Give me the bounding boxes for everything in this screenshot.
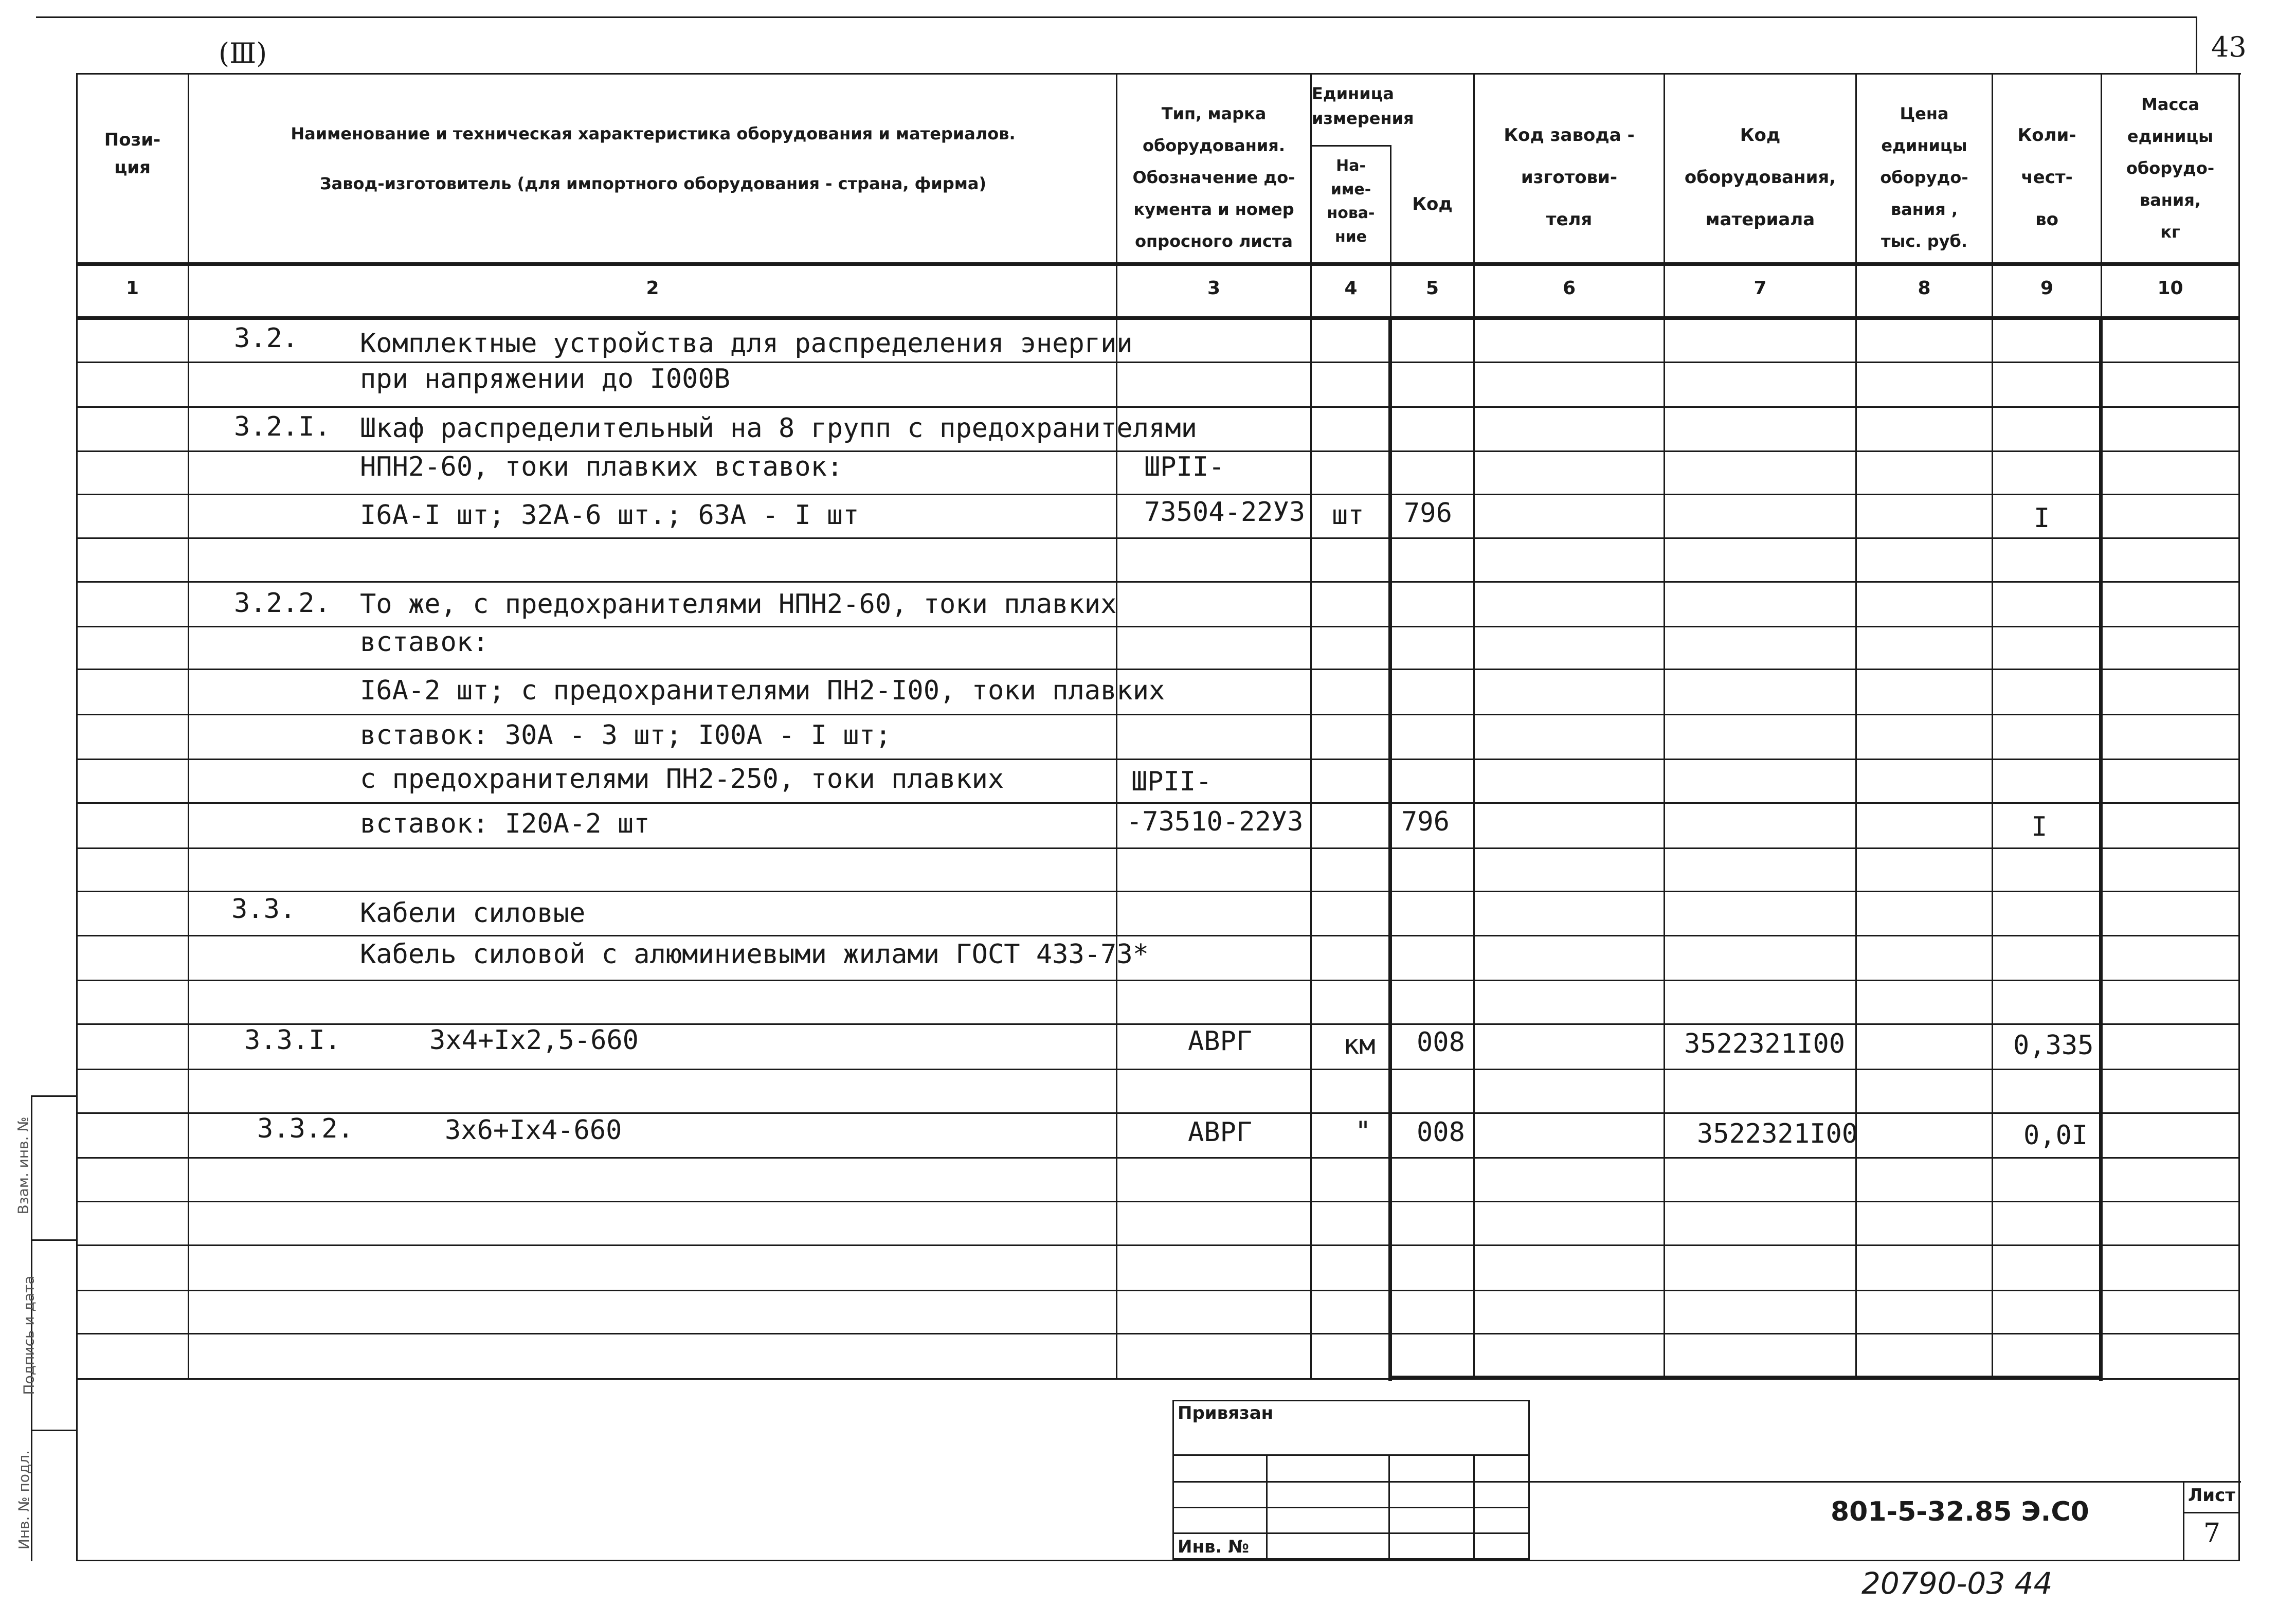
column-number: 1 [125,278,139,299]
row-line [76,891,2240,892]
header-mass: Масса единицы оборудо- вания, кг [2126,95,2215,242]
header-unit-group: Единица измерения [1312,84,1414,128]
header-unit-code: Код [1412,194,1453,214]
stamp-line [1388,1454,1390,1560]
row-type: -73510-22У3 [1126,806,1304,837]
row-position: 3.3.I. [244,1025,341,1056]
row-position: 3.2. [234,323,299,354]
stamp-line [1530,1481,2241,1483]
table-right [2238,73,2240,1561]
row-name: То же, с предохранителями НПН2-60, токи плавких [360,589,1117,620]
row-name: Кабель силовой с алюминиевыми жилами ГОСТ 433-73* [360,939,1149,970]
stamp-inv-label: Инв. № [1178,1537,1250,1557]
row-position: 3.3.2. [257,1113,354,1144]
col-divider [1116,73,1117,1379]
footer-code: 20790-03 44 [1861,1566,2053,1601]
unit-group-divider [1310,145,1391,147]
row-name: НПН2-60, токи плавких вставок: [360,452,843,482]
row-position: 3.2.I. [234,411,331,442]
row-line [76,1069,2240,1070]
document-code: 801-5-32.85 Э.С0 [1831,1496,2089,1527]
stamp-line [1172,1532,1530,1534]
row-line [76,1112,2240,1114]
row-type: 73504-22У3 [1144,497,1306,528]
sheet-label: Лист [2188,1485,2235,1506]
stamp-line [1172,1481,1530,1483]
stamp-line [1172,1507,1530,1508]
row-line [76,1201,2240,1202]
row-line [76,1023,2240,1025]
column-number: 7 [1753,278,1767,299]
row-type: АВРГ [1188,1026,1253,1057]
row-line [76,980,2240,981]
margin-strip-line [31,1239,77,1241]
stamp-line [2183,1512,2240,1513]
row-name: Кабели силовые [360,898,586,929]
row-line [76,362,2240,363]
colnum-bottom [76,316,2240,320]
row-line [76,759,2240,760]
column-number: 6 [1562,278,1576,299]
header-equip-code: Код оборудования, материала [1684,125,1836,230]
column-number: 8 [1918,278,1931,299]
sheet-number: 7 [2203,1518,2221,1549]
row-line [76,1378,2240,1380]
header-name-line1: Наименование и техническая характеристика оборудования и материалов. [291,124,1016,143]
stamp-line [1266,1454,1268,1560]
row-unit-code: 796 [1404,498,1452,529]
top-right-border [2196,16,2197,73]
row-type: АВРГ [1188,1117,1253,1148]
header-price: Цена единицы оборудо- вания , тыс. руб. [1880,104,1968,251]
header-unit-name: На- име- нова- ние [1327,157,1375,246]
header-maker-code: Код завода - изготови- теля [1504,125,1635,230]
row-line [76,1290,2240,1291]
column-number: 5 [1425,278,1439,299]
row-position: 3.3. [231,894,296,925]
stamp-tied-box [1172,1400,1530,1560]
table-top [76,73,2241,75]
row-line [76,714,2240,715]
row-unit-code: 796 [1401,806,1450,837]
row-name: 3х6+Iх4-660 [445,1115,622,1146]
margin-label: Инв. № подл. [15,1450,33,1550]
column-number: 4 [1344,278,1358,299]
margin-label: Взам. инв. № [14,1116,32,1215]
row-unit-code: 008 [1417,1117,1465,1148]
header-bottom [76,262,2240,266]
stamp-tied-label: Привязан [1178,1403,1274,1423]
row-type: ШРII- [1131,766,1212,797]
row-name: I6А-I шт; 32А-6 шт.; 63А - I шт [360,500,859,531]
row-line [76,406,2240,408]
row-name: Шкаф распределительный на 8 групп с предохранителями [360,413,1197,444]
section-marker: (Ⅲ) [219,37,267,69]
col-divider [1664,73,1665,1379]
row-equip-code: 3522321I00 [1697,1118,1858,1149]
row-unit: шт [1332,500,1364,531]
column-number: 9 [2040,278,2054,299]
col-divider [1855,73,1857,1379]
row-line [76,847,2240,849]
top-border [36,16,2196,18]
row-name: при напряжении до I000В [360,364,731,394]
row-quantity: I [2031,811,2048,842]
column-number: 10 [2157,278,2183,299]
stamp-line [1172,1454,1530,1456]
row-name: вставок: 30А - 3 шт; I00А - I шт; [360,720,892,751]
row-line [76,494,2240,495]
row-unit: " [1355,1116,1371,1147]
bottom-border [76,1560,2240,1561]
row-line [76,802,2240,804]
row-line [76,537,2240,539]
row-unit-code: 008 [1417,1027,1465,1058]
row-line [76,1244,2240,1246]
row-quantity: I [2034,503,2050,534]
row-name: Комплектные устройства для распределения энергии [360,328,1133,359]
row-quantity: 0,0I [2023,1120,2088,1151]
row-unit: км [1343,1030,1376,1060]
header-position: Пози- ция [104,130,161,178]
row-line [76,935,2240,936]
col-divider [188,73,189,1379]
column-number: 3 [1207,278,1221,299]
row-type: ШРII- [1144,452,1225,482]
header-type: Тип, марка оборудования. Обозначение до- кумента и номер опросного листа [1132,104,1295,251]
row-line [76,669,2240,670]
row-line [76,581,2240,583]
stamp-line [1473,1454,1475,1560]
row-line [76,1157,2240,1159]
col-divider [1310,73,1312,1379]
row-name: 3х4+Iх2,5-660 [429,1025,639,1056]
row-name: с предохранителями ПН2-250, токи плавких [360,764,1004,795]
margin-strip-line [31,1095,77,1097]
row-position: 3.2.2. [234,588,331,619]
col-divider [1473,73,1475,1379]
column-number: 2 [646,278,659,299]
row-quantity: 0,335 [2013,1030,2094,1061]
col-divider [1992,73,1993,1379]
top-sheet-number: 43 [2211,31,2247,63]
row-name: вставок: [360,627,489,658]
row-equip-code: 3522321I00 [1684,1028,1846,1059]
header-name-line2: Завод-изготовитель (для импортного оборудования - страна, фирма) [319,174,987,193]
row-line [76,1333,2240,1334]
row-name: I6А-2 шт; с предохранителями ПН2-I00, токи плавких [360,675,1165,706]
row-name: вставок: I20А-2 шт [360,808,650,839]
margin-label: Подпись и дата [20,1275,38,1395]
stamp-line [2183,1481,2184,1560]
margin-strip-line [31,1430,77,1431]
header-quantity: Коли- чест- во [2017,125,2076,230]
